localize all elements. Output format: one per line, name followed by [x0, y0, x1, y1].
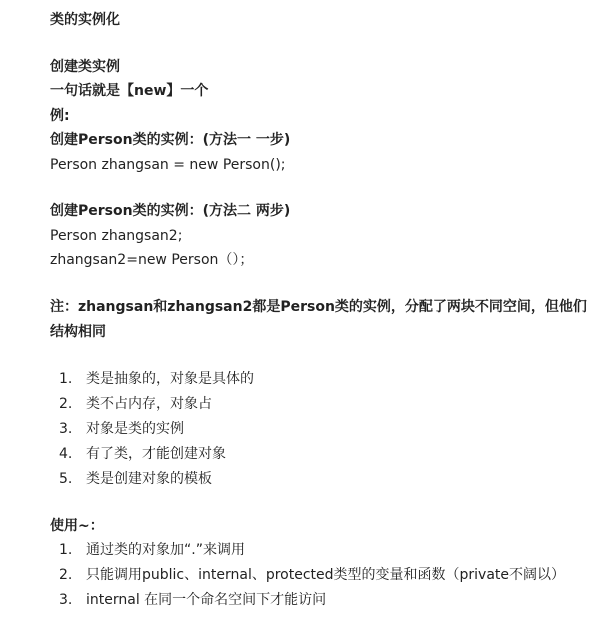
list-number: 4. [59, 445, 73, 462]
list-number: 5. [59, 470, 73, 487]
list-item [50, 392, 602, 417]
usage-list [50, 538, 602, 613]
page-title: 类的实例化 [50, 12, 120, 28]
list-text: 类是创建对象的模板 [86, 470, 212, 487]
list-item [50, 538, 602, 563]
method1-code: Person zhangsan = new Person(); [50, 156, 286, 173]
list-number: 2. [59, 395, 73, 412]
example-label: 例: [50, 107, 70, 124]
spacer [50, 492, 602, 514]
list-item [50, 467, 602, 492]
list-number: 1. [59, 542, 73, 558]
method2-code-line1: Person zhangsan2; [50, 227, 183, 244]
list-text: 通过类的对象加“.”来调用 [86, 542, 245, 558]
list-number: 1. [59, 370, 73, 387]
points-list [50, 367, 602, 492]
method2-code-line2: zhangsan2=new Person（）； [50, 252, 254, 268]
usage-heading: 使用~： [50, 517, 104, 534]
list-number: 3. [59, 420, 73, 437]
list-text: 对象是类的实例 [86, 420, 184, 437]
method2-heading: 创建Person类的实例：(方法二 两步) [50, 203, 291, 219]
list-item [50, 417, 602, 442]
note-paragraph: 注：zhangsan和zhangsan2都是Person类的实例，分配了两块不同空间，但他们结构相同 [50, 298, 587, 340]
list-text: 类是抽象的，对象是具体的 [86, 370, 254, 387]
list-item [50, 367, 602, 392]
spacer [50, 273, 602, 295]
list-item [50, 588, 602, 613]
spacer [50, 177, 602, 199]
list-item [50, 442, 602, 467]
list-item [50, 563, 602, 588]
method1-heading: 创建Person类的实例：(方法一 一步) [50, 132, 291, 148]
section-heading: 创建类实例 [50, 58, 120, 75]
list-text: 有了类，才能创建对象 [86, 445, 226, 462]
list-text: 只能调用public、internal、protected类型的变量和函数（private不阔以） [86, 567, 566, 583]
list-number: 2. [59, 567, 73, 583]
list-number: 3. [59, 592, 73, 608]
spacer [50, 345, 602, 367]
intro-line: 一句话就是【new】一个 [50, 83, 209, 99]
spacer [50, 33, 602, 55]
list-text: 类不占内存，对象占 [86, 395, 212, 412]
list-text: internal 在同一个命名空间下才能访问 [86, 592, 327, 608]
